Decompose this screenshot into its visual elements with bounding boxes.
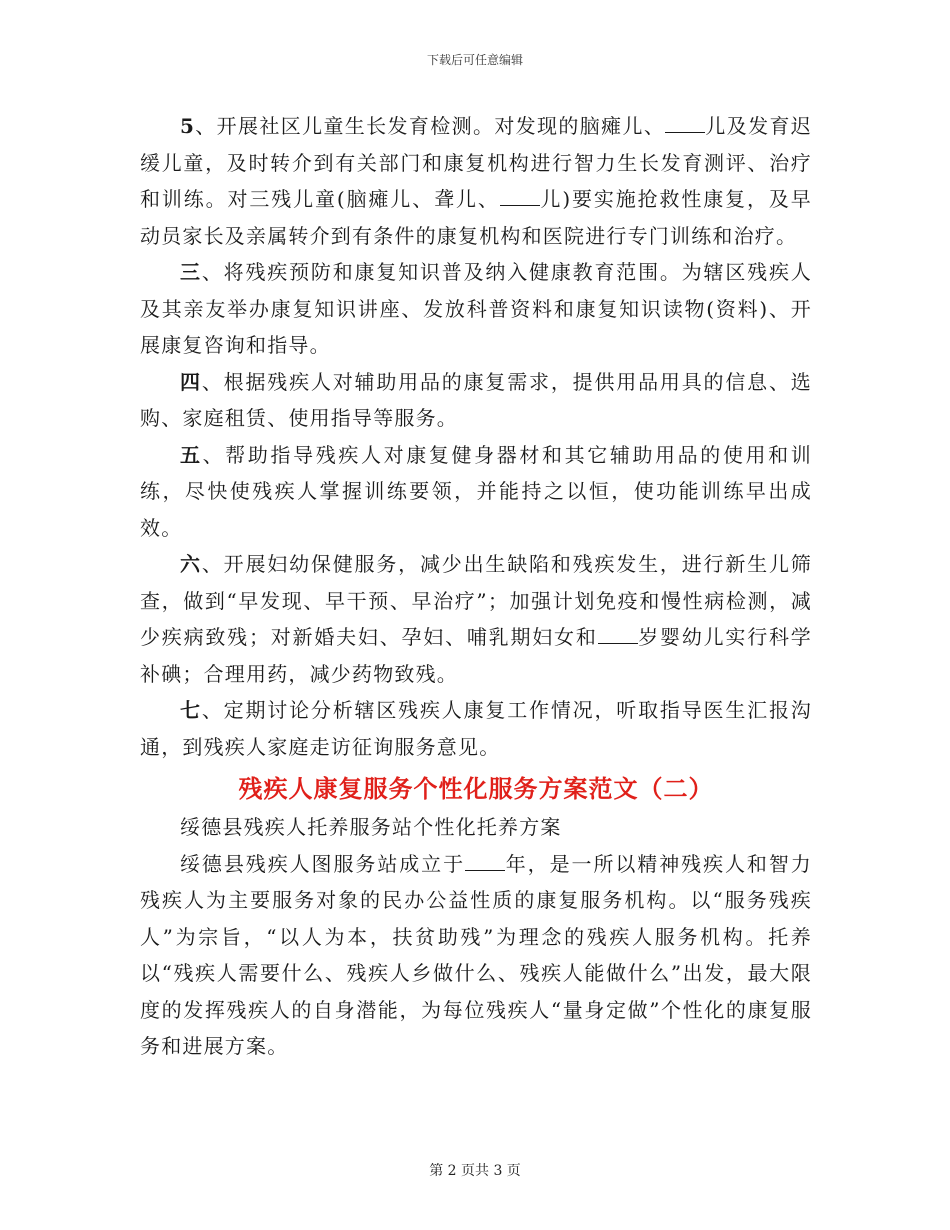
fill-blank [465, 852, 505, 871]
paragraph-item-6: 六、开展妇幼保健服务，减少出生缺陷和残疾发生，进行新生儿筛查，做到“早发现、早干预、早治疗”；加强计划免疫和慢性病检测，减少疾病致残；对新婚夫妇、孕妇、哺乳期妇女和 岁婴幼儿实行科学补碘；合理用药，减少药物致残。 [140, 552, 813, 686]
item-number: 5 [180, 114, 196, 138]
paragraph-item-7: 七、定期讨论分析辖区残疾人康复工作情况，听取指导医生汇报沟通，到残疾人家庭走访征询服务意见。 [140, 698, 813, 759]
item-number: 三 [180, 260, 202, 284]
fill-blank [500, 187, 540, 206]
item-number: 四 [180, 369, 202, 394]
page-footer: 第 2 页共 3 页 [429, 1163, 521, 1179]
document-body [140, 108, 812, 1065]
fill-blank [598, 625, 638, 644]
paragraph-item-5b: 五、帮助指导残疾人对康复健身器材和其它辅助用品的使用和训练，尽快使残疾人掌握训练要领，并能持之以恒，使功能训练早出成效。 [140, 442, 812, 540]
item-number: 七 [180, 698, 202, 722]
fill-blank [665, 114, 705, 133]
section-title: 残疾人康复服务个性化服务方案范文（二） [238, 774, 714, 803]
paragraph-item-3: 三、将残疾预防和康复知识普及纳入健康教育范围。为辖区残疾人及其亲友举办康复知识讲座、发放科普资料和康复知识读物(资料)、开展康复咨询和指导。 [140, 260, 813, 357]
paragraph-item-5: 5、开展社区儿童生长发育检测。对发现的脑瘫儿、 儿及发育迟缓儿童，及时转介到有关部门和康复机构进行智力生长发育测评、治疗和训练。对三残儿童(脑瘫儿、聋儿、 儿)要实施抢救性康复，及早动员家长及亲属转介到有条件的康复机构和医院进行专门训练和治疗。 [140, 114, 813, 248]
paragraph-item-4: 四、根据残疾人对辅助用品的康复需求，提供用品用具的信息、选购、家庭租赁、使用指导等服务。 [140, 369, 813, 430]
section-subtitle: 绥德县残疾人托养服务站个性化托养方案 [180, 815, 562, 839]
page-header: 下载后可任意编辑 [426, 53, 523, 67]
item-number: 六 [180, 552, 202, 576]
section-intro: 绥德县残疾人图服务站成立于 年，是一所以精神残疾人和智力残疾人为主要服务对象的民办公益性质的康复服务机构。以“服务残疾人”为宗旨，“以人为本，扶贫助残”为理念的残疾人服务机构。托养以“残疾人需要什么、残疾人乡做什么、残疾人能做什么”出发，最大限度的发挥残疾人的自身潜能，为每位残疾人“量身定做”个性化的康复服务和进展方案。 [140, 851, 812, 1058]
item-number: 五 [180, 442, 203, 467]
